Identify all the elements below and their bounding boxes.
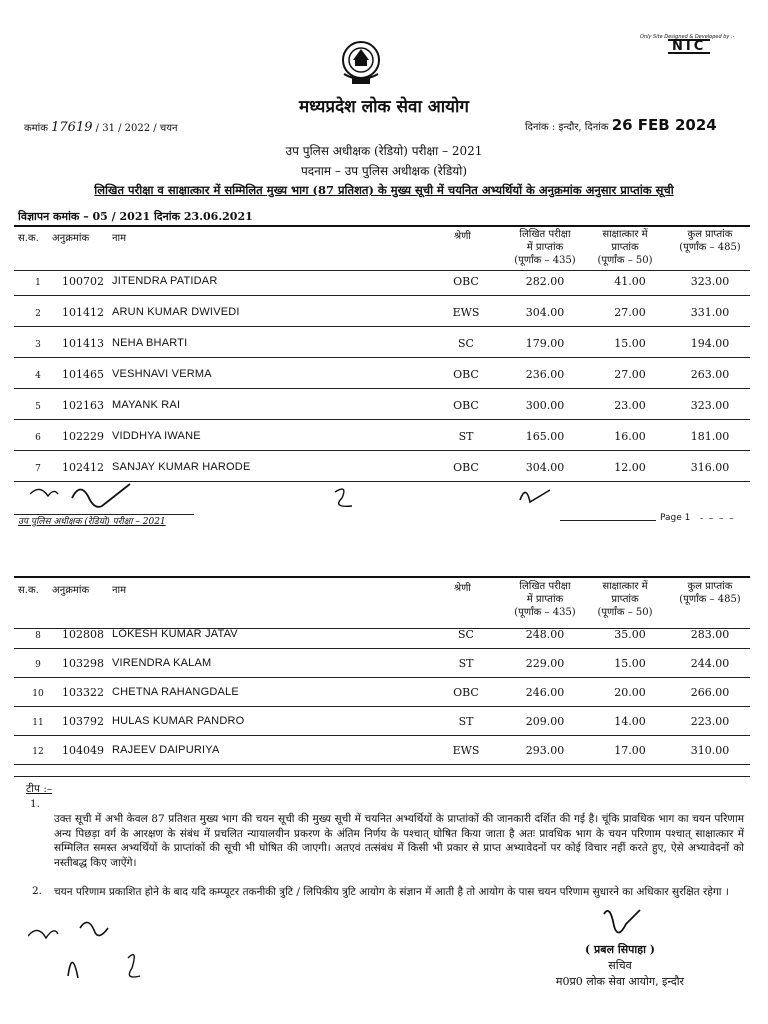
row-category: OBC: [453, 368, 479, 381]
col-written-1: लिखित परीक्षा: [519, 229, 571, 240]
row-name: VIDDHYA IWANE: [112, 430, 201, 442]
row-category: EWS: [452, 306, 480, 319]
row-category: SC: [458, 337, 474, 350]
signatory-name: ( प्रबल सिपाहा ): [585, 943, 655, 956]
row-written: 165.00: [525, 430, 565, 443]
row-interview: 15.00: [614, 657, 646, 670]
org-title: मध्यप्रदेश लोक सेवा आयोग: [299, 97, 469, 117]
row-roll: 102163: [62, 399, 104, 412]
row-rule: [14, 295, 750, 296]
table-row: [0, 306, 768, 328]
note2-number: 2.: [32, 885, 43, 897]
footer1-rule-right: [560, 520, 656, 521]
secretary-signature-icon: [600, 906, 650, 942]
col-interview-1: साक्षात्कार में: [602, 229, 648, 240]
row-interview: 27.00: [614, 368, 646, 381]
row-total: 310.00: [690, 744, 730, 757]
nic-logo: NIC: [668, 39, 710, 54]
row-total: 323.00: [690, 399, 730, 412]
row-sn: 4: [35, 371, 41, 381]
col2-category: श्रेणी: [454, 583, 471, 594]
row-rule: [14, 735, 750, 736]
table-row: [0, 628, 768, 650]
row-name: RAJEEV DAIPURIYA: [112, 744, 220, 756]
row-written: 282.00: [525, 275, 565, 288]
row-roll: 103322: [62, 686, 104, 699]
row-sn: 6: [35, 433, 41, 443]
row-interview: 41.00: [614, 275, 646, 288]
emblem-icon: [340, 40, 382, 88]
row-name: VIRENDRA KALAM: [112, 657, 212, 669]
col-interview-3: (पूर्णांक – 50): [597, 255, 653, 266]
table1-header-rule: [14, 270, 750, 271]
row-total: 283.00: [690, 628, 730, 641]
row-rule: [14, 388, 750, 389]
col-name: नाम: [112, 233, 127, 244]
row-written: 179.00: [525, 337, 565, 350]
row-name: HULAS KUMAR PANDRO: [112, 715, 245, 727]
col-sn: स.क.: [18, 233, 39, 244]
col-written-3: (पूर्णांक – 435): [514, 255, 576, 266]
col2-interview-2: प्राप्तांक: [611, 594, 639, 605]
row-interview: 15.00: [614, 337, 646, 350]
col2-name: नाम: [112, 585, 127, 596]
row-roll: 101465: [62, 368, 104, 381]
row-rule: [14, 677, 750, 678]
table-row: [0, 686, 768, 708]
row-interview: 14.00: [614, 715, 646, 728]
row-interview: 20.00: [614, 686, 646, 699]
row-rule: [14, 419, 750, 420]
row-total: 181.00: [690, 430, 730, 443]
row-interview: 17.00: [614, 744, 646, 757]
row-roll: 101413: [62, 337, 104, 350]
row-roll: 102412: [62, 461, 104, 474]
row-written: 246.00: [525, 686, 565, 699]
row-interview: 16.00: [614, 430, 646, 443]
table-row: [0, 744, 768, 766]
footer1-page: Page 1: [660, 513, 691, 523]
row-written: 304.00: [525, 306, 565, 319]
table2-bottom-rule: [14, 776, 750, 777]
note2-text: चयन परिणाम प्रकाशित होने के बाद यदि कम्प्यूटर तकनीकी त्रुटि / लिपिकीय त्रुटि आयोग के संज्ञान में आती है तो आयोग के पास चयन परिणाम सुधारने का अधिकार सुरक्षित रहेगा ।: [54, 886, 729, 898]
ref-prefix: कमांक: [24, 123, 48, 134]
col2-interview-1: साक्षात्कार में: [602, 581, 648, 592]
table-row: [0, 657, 768, 679]
table-row: [0, 337, 768, 359]
signatory-office: म0प्र0 लोक सेवा आयोग, इन्दौर: [555, 975, 685, 988]
row-interview: 23.00: [614, 399, 646, 412]
table2-top-rule: [14, 576, 750, 578]
initials-icon: [28, 918, 168, 988]
row-rule: [14, 648, 750, 649]
footer1-dashes: - – – –: [700, 514, 734, 524]
row-category: ST: [458, 715, 474, 728]
col2-total-2: (पूर्णांक – 485): [679, 594, 741, 605]
table2-header: [0, 580, 768, 624]
row-name: VESHNAVI VERMA: [112, 368, 212, 380]
row-category: OBC: [453, 686, 479, 699]
note1-text: उक्त सूची में अभी केवल 87 प्रतिशत मुख्य भाग की चयन सूची की मुख्य सूची में चयनित अभ्यर्थियों के प्राप्तांकों की जानकारी दर्शित की गई है। चूंकि प्रावधिक भाग का चयन परिणाम अन्य पिछड़ा वर्ग के आरक्षण के संबंध में प्रचलित न्यायालयीन प्रकरण के अंतिम निर्णय के पश्चात् घोषित किया जाता है अतः प्रावधिक भाग के चयन परिणाम पश्चात् साक्षात्कार में सम्मिलित समस्त अभ्यर्थियों के प्राप्तांकों की सूची भी घोषित की जाएगी। अतएवं तत्संबंध में किसी भी प्रकार से प्राप्त अभ्यावेदनों पर कोई विचार नहीं करते हुए, ऐसे अभ्यावेदनों को नस्तीबद्ध किए जाऐंगे।: [54, 813, 744, 869]
row-category: OBC: [453, 461, 479, 474]
row-total: 331.00: [690, 306, 730, 319]
row-roll: 104049: [62, 744, 104, 757]
row-sn: 8: [35, 631, 41, 641]
signature-marks-1: [30, 480, 730, 516]
row-total: 323.00: [690, 275, 730, 288]
notes-heading: टीप :–: [26, 783, 53, 795]
nic-tagline: Only Site Designed & Developed by :-: [640, 34, 735, 40]
list-title: लिखित परीक्षा व साक्षात्कार में सम्मिलित मुख्य भाग (87 प्रतिशत) के मुख्य सूची में चयनित अभ्यर्थियों के अनुक्रमांक अनुसार प्राप्तांक सूची: [94, 183, 674, 197]
date-label: दिनांक : इन्दौर, दिनांक: [525, 122, 609, 133]
col-interview-2: प्राप्तांक: [611, 242, 639, 253]
table1-top-rule: [14, 225, 750, 227]
row-rule: [14, 326, 750, 327]
row-total: 223.00: [690, 715, 730, 728]
row-name: JITENDRA PATIDAR: [112, 275, 218, 287]
row-name: ARUN KUMAR DWIVEDI: [112, 306, 240, 318]
row-category: OBC: [453, 399, 479, 412]
note1-number: 1.: [30, 798, 41, 810]
col-category: श्रेणी: [454, 231, 471, 242]
row-written: 229.00: [525, 657, 565, 670]
row-total: 194.00: [690, 337, 730, 350]
row-sn: 9: [35, 660, 41, 670]
row-total: 316.00: [690, 461, 730, 474]
row-total: 263.00: [690, 368, 730, 381]
row-name: LOKESH KUMAR JATAV: [112, 628, 238, 640]
row-written: 209.00: [525, 715, 565, 728]
row-name: CHETNA RAHANGDALE: [112, 686, 239, 698]
col-total-1: कुल प्राप्तांक: [687, 229, 733, 240]
col2-written-1: लिखित परीक्षा: [519, 581, 571, 592]
signature-icon: [30, 480, 730, 516]
row-roll: 101412: [62, 306, 104, 319]
table-row: [0, 399, 768, 421]
row-sn: 1: [35, 278, 41, 288]
ref-line: [24, 120, 178, 135]
col-total-2: (पूर्णांक – 485): [679, 242, 741, 253]
row-written: 304.00: [525, 461, 565, 474]
table-row: [0, 430, 768, 452]
row-sn: 7: [35, 464, 41, 474]
row-rule: [14, 706, 750, 707]
table-row: [0, 275, 768, 297]
row-sn: 12: [32, 747, 44, 757]
col2-interview-3: (पूर्णांक – 50): [597, 607, 653, 618]
row-rule: [14, 357, 750, 358]
row-interview: 12.00: [614, 461, 646, 474]
row-roll: 103792: [62, 715, 104, 728]
row-sn: 3: [35, 340, 41, 350]
ref-number: 17619: [51, 120, 93, 135]
row-total: 266.00: [690, 686, 730, 699]
col2-roll: अनुक्रमांक: [52, 585, 90, 596]
post-title: पदनाम – उप पुलिस अधीक्षक (रेडियो): [300, 164, 468, 178]
row-name: MAYANK RAI: [112, 399, 181, 411]
exam-title: उप पुलिस अधीक्षक (रेडियो) परीक्षा – 2021: [285, 144, 483, 158]
row-roll: 102229: [62, 430, 104, 443]
row-roll: 102808: [62, 628, 104, 641]
col2-written-3: (पूर्णांक – 435): [514, 607, 576, 618]
col2-written-2: में प्राप्तांक: [526, 594, 564, 605]
col2-total-1: कुल प्राप्तांक: [687, 581, 733, 592]
footer1-exam: उप पुलिस अधीक्षक (रेडियो) परीक्षा – 2021: [18, 517, 166, 527]
row-rule: [14, 764, 750, 765]
row-written: 293.00: [525, 744, 565, 757]
row-written: 300.00: [525, 399, 565, 412]
row-sn: 10: [32, 689, 44, 699]
row-category: ST: [458, 657, 474, 670]
row-rule: [14, 450, 750, 451]
row-category: ST: [458, 430, 474, 443]
row-written: 236.00: [525, 368, 565, 381]
table-row: [0, 715, 768, 737]
ref-suffix: / 31 / 2022 / चयन: [95, 123, 178, 134]
row-interview: 35.00: [614, 628, 646, 641]
row-name: SANJAY KUMAR HARODE: [112, 461, 251, 473]
signatory-designation: सचिव: [608, 959, 632, 972]
row-written: 248.00: [525, 628, 565, 641]
row-sn: 2: [35, 309, 41, 319]
row-sn: 11: [32, 718, 44, 728]
row-sn: 5: [35, 402, 41, 412]
advt-line: विज्ञापन कमांक – 05 / 2021 दिनांक 23.06.2021: [18, 210, 253, 223]
row-roll: 100702: [62, 275, 104, 288]
col-roll: अनुक्रमांक: [52, 233, 90, 244]
table1-header: [0, 228, 768, 272]
date-line: [525, 116, 717, 134]
row-category: EWS: [452, 744, 480, 757]
row-roll: 103298: [62, 657, 104, 670]
row-category: OBC: [453, 275, 479, 288]
row-category: SC: [458, 628, 474, 641]
date-stamp: 26 FEB 2024: [611, 116, 717, 134]
row-name: NEHA BHARTI: [112, 337, 188, 349]
table-row: [0, 368, 768, 390]
row-interview: 27.00: [614, 306, 646, 319]
col-written-2: में प्राप्तांक: [526, 242, 564, 253]
row-total: 244.00: [690, 657, 730, 670]
col2-sn: स.क.: [18, 585, 39, 596]
